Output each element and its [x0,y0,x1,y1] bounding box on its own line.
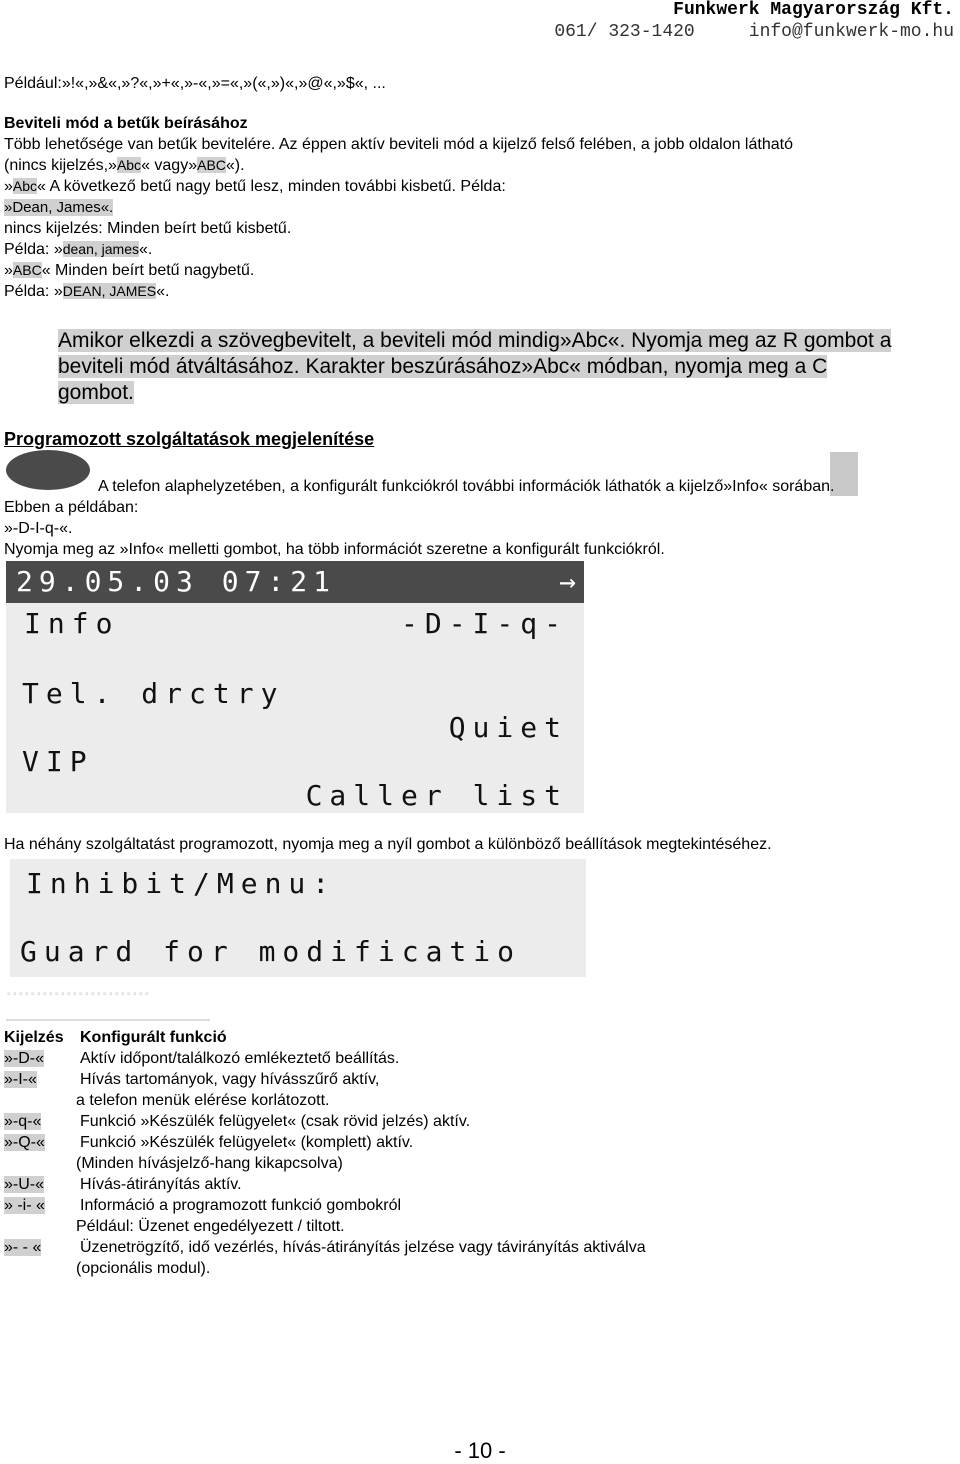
table-row-desc: Aktív időpont/találkozó emlékeztető beállítás. [80,1050,400,1067]
input-mode-line1: Több lehetősége van betűk bevitelére. Az éppen aktív beviteli mód a kijelző felső felében, a jobb oldalon látható [4,136,793,153]
table-row-code [4,1048,44,1069]
ABC-mode-line [4,260,254,281]
company-name: Funkwerk Magyarország Kft. [673,0,954,20]
table-row-desc: Információ a programozott funkció gombokról [80,1197,402,1214]
table-row-code [4,1111,41,1132]
text-fragment: « vagy» [141,157,198,174]
text-fragment: (nincs kijelzés,» [4,157,117,174]
arrow-hint: Ha néhány szolgáltatást programozott, nyomja meg a nyíl gombot a különböző beállítások megtekintéséhez. [4,836,772,853]
text-fragment: » [4,178,13,195]
table-header-function: Konfigurált funkció [80,1029,227,1046]
table-header-code: Kijelzés [4,1029,64,1046]
mode-abc-label: Abc [116,157,142,173]
lcd-quiet: Quiet [448,711,568,744]
table-row-desc: Hívás-átirányítás aktív. [80,1176,242,1193]
text-fragment: «. [156,283,170,300]
code-badge: »-I-« [4,1071,37,1088]
lcd-vip: VIP [22,745,94,778]
code-badge: »-D-« [4,1050,45,1067]
lcd-display-main [6,561,584,813]
lcd-guard-modification: Guard for modificatio [20,935,522,968]
code-badge: »-U-« [4,1176,45,1193]
text-fragment: «. [139,241,153,258]
table-row-desc: Funkció »Készülék felügyelet« (komplett) aktív. [80,1134,414,1151]
table-row-desc: Funkció »Készülék felügyelet« (csak rövid jelzés) aktív. [80,1113,471,1130]
lcd-inhibit-menu: Inhibit/Menu: [26,867,337,900]
page-number: - 10 - [454,1438,506,1463]
table-row-extra: Például: Üzenet engedélyezett / tiltott. [76,1218,345,1235]
abc-mode-line [4,176,506,197]
text-fragment: Példa: » [4,241,63,258]
mode-abc-label: Abc [12,178,38,194]
note-line2: beviteli mód átváltásához. Karakter beszúrásához»Abc« módban, nyomja meg a C [58,355,828,378]
text-fragment: « Minden beírt betű nagybetű. [41,262,255,279]
table-row-code [4,1132,45,1153]
lcd-status-codes: -D-I-q- [400,607,568,640]
example-text: »Dean, James«. [4,199,114,216]
lcd-datetime: 29.05.03 07:21 [16,565,337,598]
services-line4: Nyomja meg az »Info« melletti gombot, ha több információt szeretne a konfigurált funkciókról. [4,541,665,558]
table-row-code [4,1069,37,1090]
code-badge: »-q-« [4,1113,42,1130]
input-mode-line2 [4,155,245,176]
code-badge: »-Q-« [4,1134,45,1151]
lcd-info-label: Info [24,607,120,640]
lcd-tel-directory: Tel. drctry [22,677,285,710]
note-line3: gombot. [58,381,134,404]
decorative-dots: ‗‗‗‗‗‗‗‗‗‗‗‗‗‗‗‗‗‗‗‗‗‗‗‗‗‗‗‗‗‗‗‗‗‗ [6,1012,211,1023]
text-fragment: » [4,262,13,279]
table-row-code [4,1195,45,1216]
note-line1: Amikor elkezdi a szövegbevitelt, a beviteli mód mindig»Abc«. Nyomja meg az R gombot a [58,329,892,352]
example-text: DEAN, JAMES [62,283,157,299]
text-fragment: «). [225,157,245,174]
mode-ABC-label: ABC [197,157,226,173]
services-line1: A telefon alaphelyzetében, a konfigurált funkciókról további információk láthatók a kijelző»Info« sorában. [98,478,835,495]
mode-ABC-label: ABC [12,262,42,278]
lcd-display-menu [10,859,586,977]
arrow-right-icon: → [559,565,576,598]
example-text: dean, james [62,241,139,257]
contact-line [554,22,954,42]
table-row-code [4,1237,41,1258]
code-badge: »- - « [4,1239,42,1256]
services-heading: Programozott szolgáltatások megjelenítése [4,429,375,449]
examples-line: Például:»!«,»&«,»?«,»+«,»-«,»=«,»(«,»)«,»@«,»$«, ... [4,75,386,92]
decorative-dots: ▫▫▫▫▫▫▫▫▫▫▫▫▫▫▫▫▫▫▫▫▫▫▫▫ [6,990,151,1001]
none-mode-line: nincs kijelzés: Minden beírt betű kisbetű. [4,220,292,237]
text-fragment: « A következő betű nagy betű lesz, minden további kisbetű. Példa: [37,178,506,195]
table-row-code [4,1174,44,1195]
none-example [4,239,152,260]
phone-number: 061/ 323-1420 [554,22,695,42]
input-mode-note [58,328,954,406]
phone-key-icon [6,450,90,490]
email-address: info@funkwerk-mo.hu [748,22,954,42]
code-badge: » -i- « [4,1197,45,1214]
text-fragment: Példa: » [4,283,63,300]
services-line3: »-D-I-q-«. [4,520,73,537]
table-row-desc: Üzenetrögzítő, idő vezérlés, hívás-átirányítás jelzése vagy távirányítás aktiválva [80,1239,646,1256]
services-line2: Ebben a példában: [4,499,139,516]
lcd-caller-list: Caller list [305,779,568,812]
table-row-desc: Hívás tartományok, vagy hívásszűrő aktív, [80,1071,380,1088]
ABC-example [4,281,169,302]
input-mode-heading: Beviteli mód a betűk beírásához [4,115,248,132]
lcd-status-bar [6,561,584,603]
table-row-extra: a telefon menük elérése korlátozott. [76,1092,330,1109]
table-row-extra: (Minden hívásjelző-hang kikapcsolva) [76,1155,343,1172]
table-row-extra: (opcionális modul). [76,1260,211,1277]
abc-example [4,197,113,218]
